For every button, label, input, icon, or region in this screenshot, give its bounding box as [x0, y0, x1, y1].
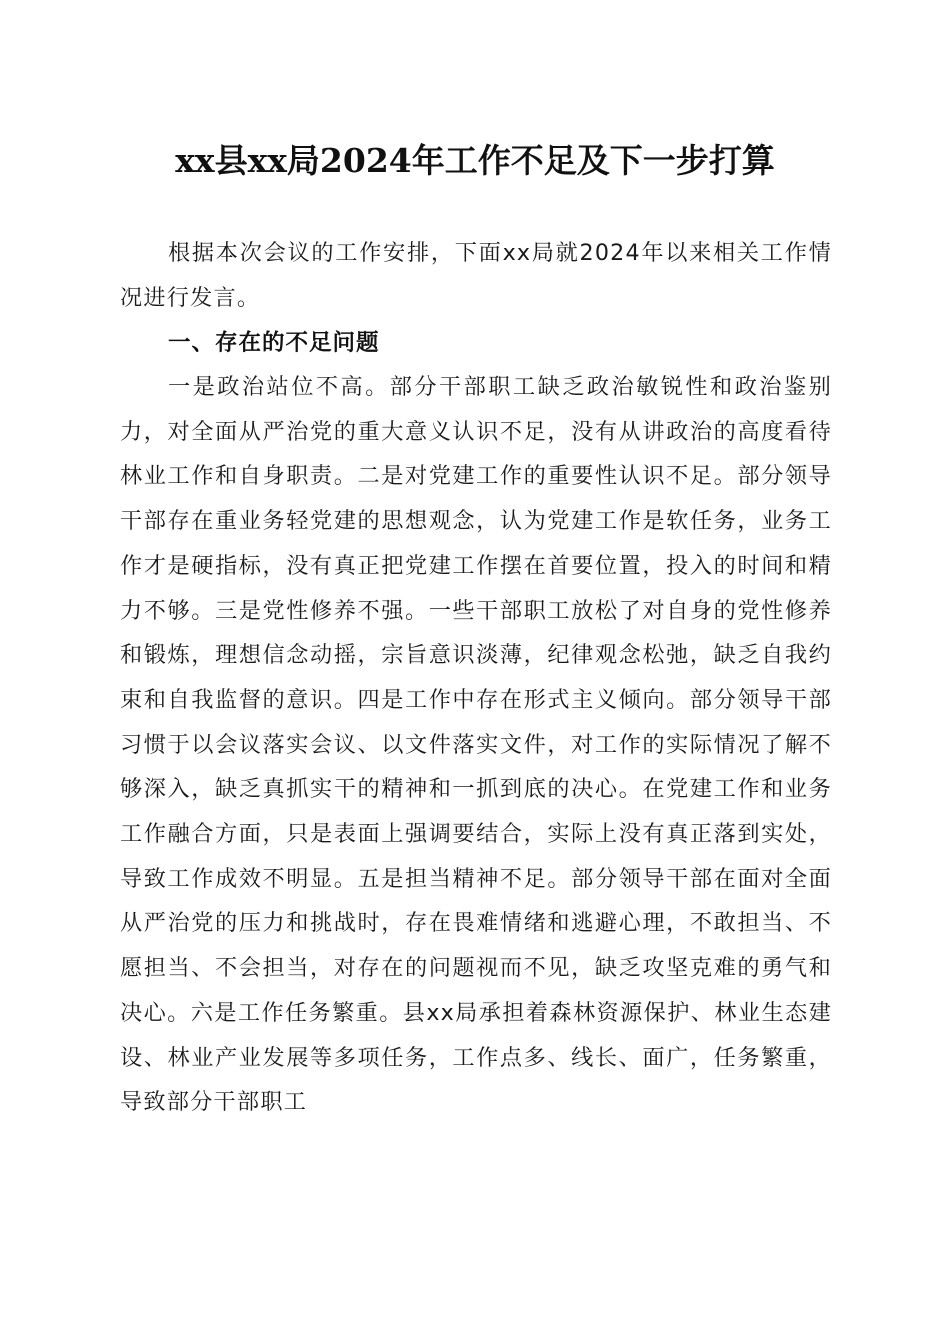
document-title: xx县xx局2024年工作不足及下一步打算: [175, 141, 775, 180]
intro-paragraph: 根据本次会议的工作安排，下面xx局就2024年以来相关工作情况进行发言。: [120, 240, 832, 311]
section-heading: 一、存在的不足问题: [168, 330, 380, 356]
section-paragraph: 一是政治站位不高。部分干部职工缺乏政治敏锐性和政治鉴别力，对全面从严治党的重大意义认识不足，没有从讲政治的高度看待林业工作和自身职责。二是对党建工作的重要性认识不足。部分领导干部存在重业务轻党建的思想观念，认为党建工作是软任务，业务工作才是硬指标，没有真正把党建工作摆在首要位置，投入的时间和精力不够。三是党性修养不强。一些干部职工放松了对自身的党性修养和锻炼，理想信念动摇，宗旨意识淡薄，纪律观念松弛，缺乏自我约束和自我监督的意识。四是工作中存在形式主义倾向。部分领导干部习惯于以会议落实会议、以文件落实文件，对工作的实际情况了解不够深入，缺乏真抓实干的精神和一抓到底的决心。在党建工作和业务工作融合方面，只是表面上强调要结合，实际上没有真正落到实处，导致工作成效不明显。五是担当精神不足。部分领导干部在面对全面从严治党的压力和挑战时，存在畏难情绪和逃避心理，不敢担当、不愿担当、不会担当，对存在的问题视而不见，缺乏攻坚克难的勇气和决心。六是工作任务繁重。县xx局承担着森林资源保护、林业生态建设、林业产业发展等多项任务，工作点多、线长、面广，任务繁重，导致部分干部职工: [120, 374, 832, 1116]
